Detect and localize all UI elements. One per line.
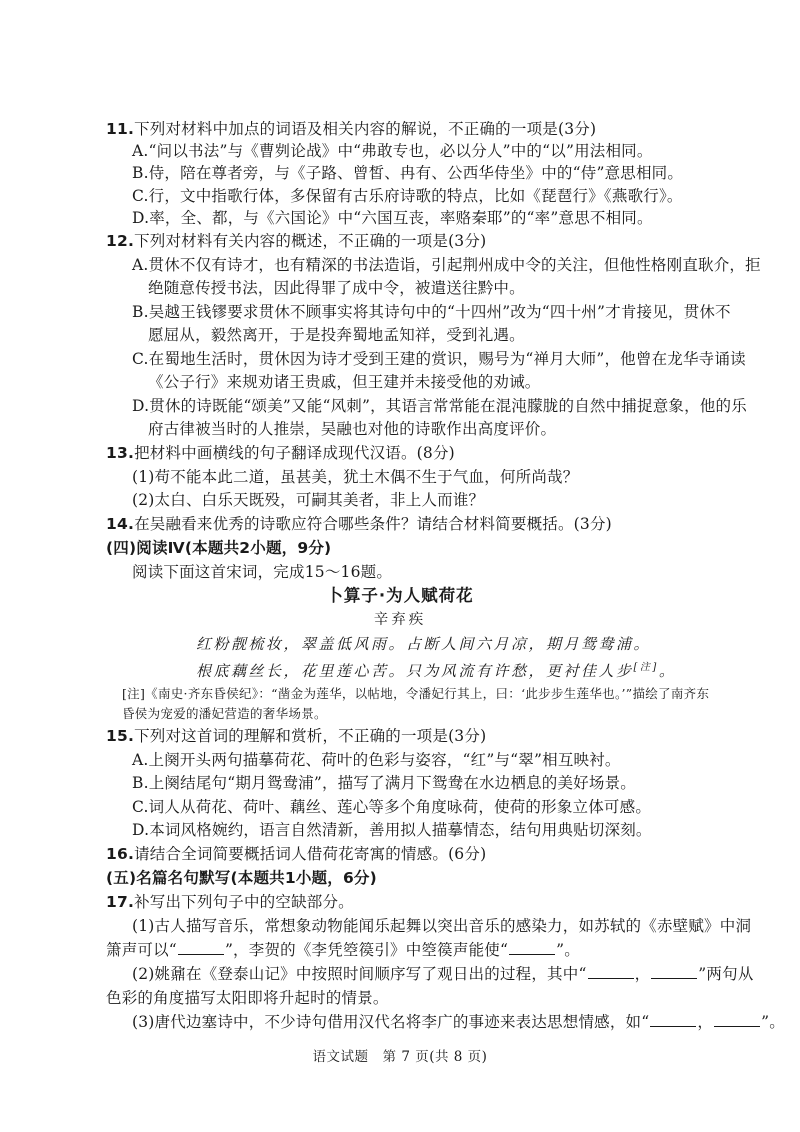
q12-option-b-line1: B.吴越王钱镠要求贯休不顾事实将其诗句中的“十四州”改为“四十州”才肯接见，贯休不 [132,303,731,321]
fill-blank-3[interactable] [588,964,634,979]
poem-author: 辛弃疾 [373,612,427,628]
q17-part-1-line1: (1)古人描写音乐，常想象动物能闻乐起舞以突出音乐的感染力，如苏轼的《赤壁赋》中洞 [132,917,752,935]
section-5-title: (五)名篇名句默写(本题共1小题，6分) [106,869,377,887]
q12-option-c-line1: C.在蜀地生活时，贯休因为诗才受到王建的赏识，赐号为“禅月大师”，他曾在龙华寺诵读 [132,350,746,368]
q12-option-c-line2: 《公子行》来规劝诸王贵戚，但王建并未接受他的劝诫。 [148,373,541,391]
q13-stem: 13.把材料中画横线的句子翻译成现代汉语。(8分) [106,444,455,462]
poem-note-line-1: [注]《南史·齐东昏侯纪》：“凿金为莲华，以帖地，令潘妃行其上，曰：‘此步步生莲华也。’”描绘了南齐东 [122,686,710,701]
q12-option-d-line2: 府古律被当时的人推崇，吴融也对他的诗歌作出高度评价。 [148,420,557,438]
fill-blank-2[interactable] [509,940,555,955]
q14-stem: 14.在吴融看来优秀的诗歌应符合哪些条件？请结合材料简要概括。(3分) [106,515,612,533]
q15-option-a: A.上阕开头两句描摹荷花、荷叶的色彩与姿容，“红”与“翠”相互映衬。 [132,751,621,769]
q17-part-2-line2: 色彩的角度描写太阳即将升起时的情景。 [106,989,389,1007]
q12-option-a-line2: 绝随意传授书法，因此得罪了成中令，被遣送往黔中。 [148,279,525,297]
poem-title: 卜算子·为人赋荷花 [326,586,474,605]
q11-option-c: C.行，文中指歌行体，多保留有古乐府诗歌的特点，比如《琵琶行》《燕歌行》。 [132,187,683,205]
poem-line-2: 根底藕丝长，花里莲心苦。只为风流有许愁，更衬佳人步[注]。 [196,662,677,680]
q17-part-2-line1: (2)姚鼐在《登泰山记》中按照时间顺序写了观日出的过程，其中“ ， ”两句从 [132,965,754,983]
q15-option-c: C.词人从荷花、荷叶、藕丝、莲心等多个角度咏荷，使荷的形象立体可感。 [132,798,652,816]
fill-blank-5[interactable] [650,1012,696,1027]
q11-option-b: B.侍，陪在尊者旁，与《子路、曾皙、冉有、公西华侍坐》中的“侍”意思相同。 [132,164,684,182]
fill-blank-4[interactable] [651,964,697,979]
q12-stem: 12.下列对材料有关内容的概述，不正确的一项是(3分) [106,232,487,250]
poem-note-mark: [注] [633,662,659,673]
q11-stem: 11.下列对材料中加点的词语及相关内容的解说，不正确的一项是(3分) [106,120,597,138]
section-4-title: (四)阅读Ⅳ(本题共2小题，9分) [106,539,332,557]
q15-option-d: D.本词风格婉约，语言自然清新，善用拟人描摹情态，结句用典贴切深刻。 [132,821,652,839]
q13-sentence-1: (1)苟不能本此二道，虽甚美，犹土木偶不生于气血，何所尚哉？ [132,468,579,486]
poem-line-1: 红粉靓梳妆，翠盖低风雨。占断人间六月凉，期月鸳鸯浦。 [196,635,652,653]
q17-part-3: (3)唐代边塞诗中，不少诗句借用汉代名将李广的事迹来表达思想情感，如“ ， ”。 [132,1013,785,1031]
fill-blank-1[interactable] [178,940,224,955]
q17-stem: 17.补写出下列句子中的空缺部分。 [106,893,354,911]
section-4-intro: 阅读下面这首宋词，完成15～16题。 [132,563,393,581]
q11-option-a: A.“问以书法”与《曹刿论战》中“弗敢专也，必以分人”中的“以”用法相同。 [132,142,653,160]
q12-option-b-line2: 愿屈从，毅然离开，于是投奔蜀地孟知祥，受到礼遇。 [148,326,525,344]
q17-part-1-line2: 箫声可以“ ”，李贺的《李凭箜篌引》中箜篌声能使“ ”。 [106,941,580,959]
poem-note-line-2: 昏侯为宠爱的潘妃营造的奢华场景。 [122,706,327,721]
q16-stem: 16.请结合全词简要概括词人借荷花寄寓的情感。(6分) [106,845,487,863]
q11-option-d: D.率，全、都，与《六国论》中“六国互丧，率赂秦耶”的“率”意思不相同。 [132,209,653,227]
page-footer: 语文试题 第 7 页(共 8 页) [312,1049,488,1065]
fill-blank-6[interactable] [714,1012,760,1027]
q12-option-a-line1: A.贯休不仅有诗才，也有精深的书法造诣，引起荆州成中令的关注，但他性格刚直耿介，拒 [132,256,761,274]
q15-option-b: B.上阕结尾句“期月鸳鸯浦”，描写了满月下鸳鸯在水边栖息的美好场景。 [132,774,636,792]
q13-sentence-2: (2)太白、白乐天既殁，可嗣其美者，非上人而谁？ [132,491,485,509]
q15-stem: 15.下列对这首词的理解和赏析，不正确的一项是(3分) [106,727,487,745]
q12-option-d-line1: D.贯休的诗既能“颂美”又能“风刺”，其语言常常能在混沌朦胧的自然中捕捉意象，他的乐 [132,397,747,415]
